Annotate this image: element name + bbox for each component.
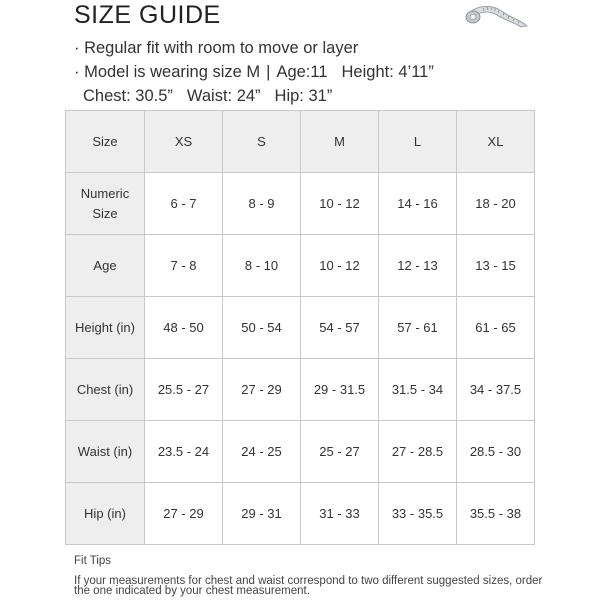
row-label: Chest (in)	[66, 359, 145, 421]
size-header: M	[301, 111, 379, 173]
table-row	[66, 297, 535, 359]
model-hip: Hip: 31”	[274, 87, 333, 105]
measuring-tape-icon	[463, 2, 529, 28]
table-cell: 28.5 - 30	[457, 421, 535, 483]
table-row	[66, 235, 535, 297]
row-label: Numeric Size	[66, 173, 145, 235]
table-cell: 31.5 - 34	[379, 359, 457, 421]
model-chest: Chest: 30.5”	[83, 87, 173, 105]
table-cell: 27 - 29	[223, 359, 301, 421]
page-title: SIZE GUIDE	[74, 1, 221, 29]
table-cell: 8 - 10	[223, 235, 301, 297]
model-age: Age:11	[276, 63, 328, 81]
model-measurements	[74, 84, 434, 108]
row-label: Height (in)	[66, 297, 145, 359]
fit-tips-text: If your measurements for chest and waist correspond to two different suggested sizes, order the one indicated by your chest measurement.	[74, 575, 543, 597]
table-cell: 33 - 35.5	[379, 483, 457, 545]
size-header: XS	[145, 111, 223, 173]
separator: |	[266, 63, 271, 81]
table-cell: 24 - 25	[223, 421, 301, 483]
table-row	[66, 359, 535, 421]
model-waist: Waist: 24”	[186, 87, 261, 105]
model-info	[74, 36, 434, 108]
size-table	[65, 110, 535, 545]
table-cell: 14 - 16	[379, 173, 457, 235]
table-cell: 29 - 31	[223, 483, 301, 545]
table-cell: 10 - 12	[301, 235, 379, 297]
fit-tips-title: Fit Tips	[74, 555, 112, 567]
table-row	[66, 483, 535, 545]
table-cell: 25 - 27	[301, 421, 379, 483]
table-cell: 57 - 61	[379, 297, 457, 359]
table-cell: 61 - 65	[457, 297, 535, 359]
table-cell: 8 - 9	[223, 173, 301, 235]
table-row	[66, 421, 535, 483]
table-cell: 35.5 - 38	[457, 483, 535, 545]
row-label: Hip (in)	[66, 483, 145, 545]
table-cell: 6 - 7	[145, 173, 223, 235]
table-cell: 12 - 13	[379, 235, 457, 297]
table-cell: 31 - 33	[301, 483, 379, 545]
row-label: Age	[66, 235, 145, 297]
table-cell: 25.5 - 27	[145, 359, 223, 421]
table-cell: 27 - 28.5	[379, 421, 457, 483]
table-row	[66, 173, 535, 235]
table-cell: 23.5 - 24	[145, 421, 223, 483]
header-row	[66, 111, 535, 173]
size-header: L	[379, 111, 457, 173]
size-header: XL	[457, 111, 535, 173]
model-line	[74, 60, 434, 84]
table-cell: 54 - 57	[301, 297, 379, 359]
row-label: Waist (in)	[66, 421, 145, 483]
size-header: S	[223, 111, 301, 173]
table-cell: 18 - 20	[457, 173, 535, 235]
table-cell: 7 - 8	[145, 235, 223, 297]
table-cell: 34 - 37.5	[457, 359, 535, 421]
header-label: Size	[66, 111, 145, 173]
model-height: Height: 4’11”	[341, 63, 434, 81]
table-cell: 29 - 31.5	[301, 359, 379, 421]
table-cell: 50 - 54	[223, 297, 301, 359]
model-size: · Model is wearing size M	[74, 63, 261, 81]
table-cell: 48 - 50	[145, 297, 223, 359]
fit-description: · Regular fit with room to move or layer	[74, 39, 359, 57]
table-cell: 27 - 29	[145, 483, 223, 545]
table-cell: 13 - 15	[457, 235, 535, 297]
table-cell: 10 - 12	[301, 173, 379, 235]
